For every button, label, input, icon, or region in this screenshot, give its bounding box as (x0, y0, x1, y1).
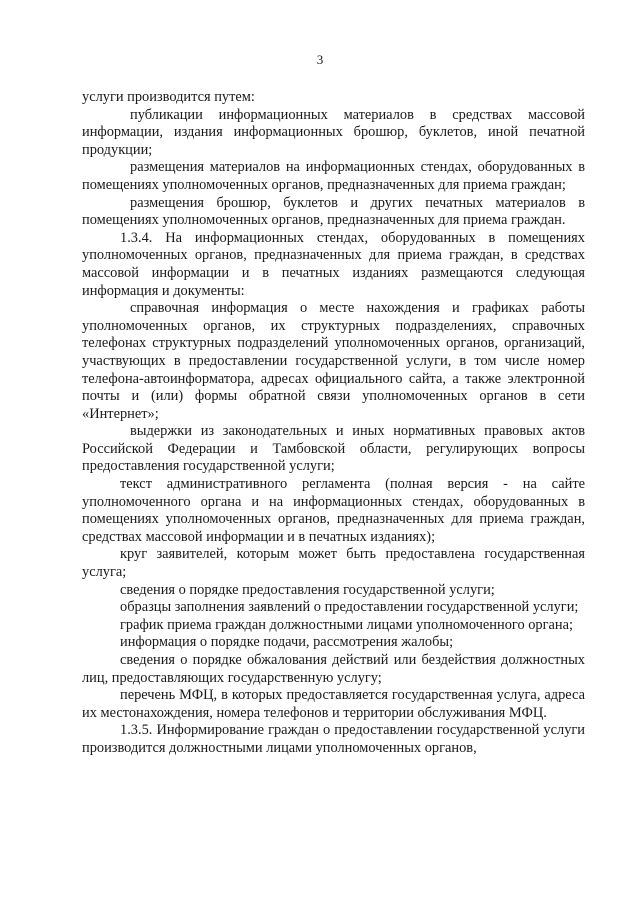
paragraph: справочная информация о месте нахождения и графиках работы уполномоченных органов, их структурных подразделениях, справочных телефонах структурных подразделений уполномоченных органов, организаций, участвующих в предоставлении государственной услуги, в том числе номер телефона-автоинформатора, адресах официального сайта, а также электронной почты и (или) формы обратной связи уполномоченных органов в сети «Интернет»; (82, 300, 585, 422)
paragraph: сведения о порядке обжалования действий или бездействия должностных лиц, предоставляющих государственную услугу; (82, 652, 585, 686)
document-body (82, 89, 585, 758)
paragraph: сведения о порядке предоставления государственной услуги; (120, 581, 495, 598)
paragraph: круг заявителей, которым может быть предоставлена государственная услуга; (82, 546, 585, 581)
paragraph: график приема граждан должностными лицами уполномоченного органа; (120, 616, 574, 633)
paragraph: услуги производится путем: (82, 89, 255, 105)
paragraph: выдержки из законодательных и иных нормативных правовых актов Российской Федерации и Тамбовской области, регулирующих вопросы предоставления государственной услуги; (82, 423, 585, 475)
paragraph: информация о порядке подачи, рассмотрения жалобы; (120, 634, 454, 651)
paragraph: размещения брошюр, буклетов и других печатных материалов в помещениях уполномоченных органов, предназначенных для приема граждан. (82, 194, 585, 229)
page-number: 3 (316, 52, 324, 67)
paragraph: 1.3.5. Информирование граждан о предоставлении государственной услуги производится должностными лицами уполномоченных органов, (82, 722, 585, 756)
paragraph: 1.3.4. На информационных стендах, оборудованных в помещениях уполномоченных органов, предназначенных для приема граждан, в средствах массовой информации и в печатных изданиях размещаются следующая информация и документы: (82, 229, 585, 299)
paragraph: перечень МФЦ, в которых предоставляется государственная услуга, адреса их местонахождения, номера телефонов и территории обслуживания МФЦ. (82, 687, 585, 721)
paragraph: образцы заполнения заявлений о предоставлении государственной услуги; (120, 599, 579, 616)
paragraph: размещения материалов на информационных стендах, оборудованных в помещениях уполномоченных органов, предназначенных для приема граждан; (82, 159, 585, 193)
paragraph: текст административного регламента (полная версия - на сайте уполномоченного органа и на информационных стендах, оборудованных в помещениях уполномоченных органов, предназначенных для приема граждан, средствах массовой информации и в печатных изданиях); (82, 476, 585, 545)
paragraph: публикации информационных материалов в средствах массовой информации, издания информационных брошюр, буклетов, иной печатной продукции; (82, 106, 585, 158)
